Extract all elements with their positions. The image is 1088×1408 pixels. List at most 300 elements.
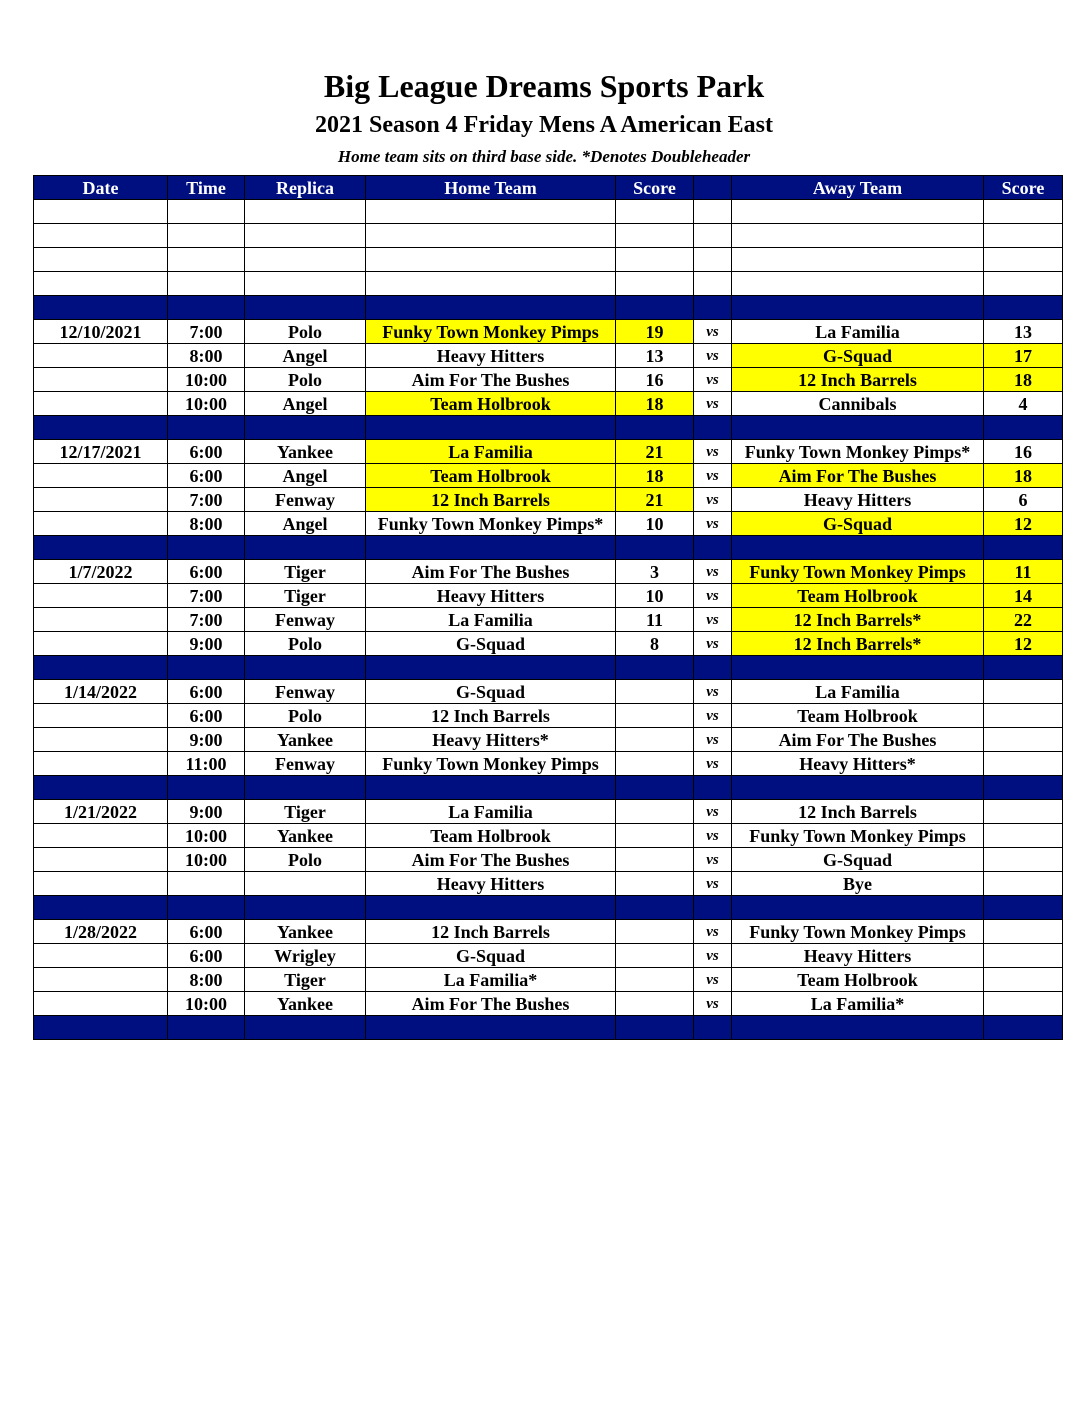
page-subtitle: 2021 Season 4 Friday Mens A American East (314, 112, 773, 138)
replica-cell: Fenway (245, 608, 366, 632)
replica-cell (245, 872, 366, 896)
blank-row (34, 272, 1063, 296)
time-cell (168, 200, 245, 224)
page-note: Home team sits on third base side. *Denotes Doubleheader (337, 147, 751, 166)
replica-cell: Angel (245, 464, 366, 488)
replica-cell (245, 296, 366, 320)
away-score-cell (984, 992, 1063, 1016)
home-score-cell (616, 704, 694, 728)
home-score-cell (616, 920, 694, 944)
home-team-cell (366, 656, 616, 680)
home-score-cell: 18 (616, 392, 694, 416)
date-cell (34, 968, 168, 992)
date-cell: 12/10/2021 (34, 320, 168, 344)
away-score-cell (984, 200, 1063, 224)
time-cell: 6:00 (168, 704, 245, 728)
away-team-cell: 12 Inch Barrels* (732, 632, 984, 656)
away-team-cell: Heavy Hitters* (732, 752, 984, 776)
home-team-cell: G-Squad (366, 680, 616, 704)
away-score-cell: 18 (984, 464, 1063, 488)
away-team-cell: Aim For The Bushes (732, 464, 984, 488)
replica-cell (245, 200, 366, 224)
away-team-cell: Funky Town Monkey Pimps (732, 824, 984, 848)
game-row (34, 440, 1063, 464)
home-team-cell: 12 Inch Barrels (366, 920, 616, 944)
date-cell (34, 704, 168, 728)
home-score-cell (616, 848, 694, 872)
vs-cell (694, 296, 732, 320)
home-team-cell: Funky Town Monkey Pimps (366, 752, 616, 776)
time-cell: 8:00 (168, 344, 245, 368)
home-score-cell: 8 (616, 632, 694, 656)
home-team-cell (366, 416, 616, 440)
date-cell: 12/17/2021 (34, 440, 168, 464)
replica-cell: Tiger (245, 968, 366, 992)
away-team-cell: La Familia* (732, 992, 984, 1016)
replica-cell (245, 656, 366, 680)
home-score-cell (616, 752, 694, 776)
away-score-cell: 12 (984, 632, 1063, 656)
vs-cell: vs (694, 968, 732, 992)
home-team-cell (366, 896, 616, 920)
col-home-team-header: Home Team (366, 176, 616, 200)
home-team-cell: Team Holbrook (366, 392, 616, 416)
time-cell (168, 248, 245, 272)
replica-cell: Polo (245, 704, 366, 728)
away-team-cell (732, 296, 984, 320)
game-row (34, 992, 1063, 1016)
away-score-cell (984, 872, 1063, 896)
vs-cell: vs (694, 464, 732, 488)
replica-cell: Yankee (245, 992, 366, 1016)
date-cell (34, 416, 168, 440)
home-team-cell: Heavy Hitters* (366, 728, 616, 752)
date-cell (34, 344, 168, 368)
col-time-header: Time (168, 176, 245, 200)
date-cell (34, 248, 168, 272)
home-score-cell: 21 (616, 440, 694, 464)
home-score-cell (616, 224, 694, 248)
date-cell (34, 824, 168, 848)
col-date-header: Date (34, 176, 168, 200)
time-cell: 6:00 (168, 944, 245, 968)
home-team-cell: Funky Town Monkey Pimps* (366, 512, 616, 536)
time-cell (168, 416, 245, 440)
home-score-cell (616, 680, 694, 704)
time-cell: 7:00 (168, 608, 245, 632)
home-score-cell (616, 728, 694, 752)
away-team-cell: Heavy Hitters (732, 488, 984, 512)
game-row (34, 872, 1063, 896)
home-team-cell (366, 296, 616, 320)
vs-cell: vs (694, 320, 732, 344)
home-score-cell (616, 992, 694, 1016)
away-team-cell: 12 Inch Barrels (732, 800, 984, 824)
home-team-cell (366, 248, 616, 272)
away-team-cell: Cannibals (732, 392, 984, 416)
home-score-cell (616, 536, 694, 560)
vs-cell: vs (694, 584, 732, 608)
col-away-score-header: Score (984, 176, 1063, 200)
away-team-cell: Team Holbrook (732, 584, 984, 608)
home-score-cell (616, 896, 694, 920)
away-score-cell (984, 824, 1063, 848)
game-row (34, 464, 1063, 488)
date-cell (34, 272, 168, 296)
vs-cell: vs (694, 488, 732, 512)
away-score-cell (984, 776, 1063, 800)
replica-cell (245, 896, 366, 920)
away-score-cell: 11 (984, 560, 1063, 584)
home-score-cell (616, 296, 694, 320)
replica-cell: Tiger (245, 800, 366, 824)
home-score-cell: 16 (616, 368, 694, 392)
vs-cell (694, 272, 732, 296)
vs-cell (694, 1016, 732, 1040)
away-score-cell (984, 944, 1063, 968)
separator-row (34, 1016, 1063, 1040)
away-score-cell (984, 920, 1063, 944)
time-cell: 6:00 (168, 464, 245, 488)
vs-cell: vs (694, 560, 732, 584)
home-score-cell (616, 944, 694, 968)
time-cell (168, 656, 245, 680)
away-team-cell (732, 200, 984, 224)
game-row (34, 800, 1063, 824)
away-team-cell: Bye (732, 872, 984, 896)
game-row (34, 560, 1063, 584)
home-score-cell: 11 (616, 608, 694, 632)
time-cell: 10:00 (168, 392, 245, 416)
game-row (34, 680, 1063, 704)
away-team-cell (732, 896, 984, 920)
game-row (34, 944, 1063, 968)
date-cell (34, 848, 168, 872)
date-cell (34, 464, 168, 488)
time-cell: 7:00 (168, 584, 245, 608)
home-team-cell: G-Squad (366, 944, 616, 968)
vs-cell: vs (694, 392, 732, 416)
date-cell (34, 632, 168, 656)
home-score-cell: 19 (616, 320, 694, 344)
date-cell (34, 224, 168, 248)
away-team-cell: La Familia (732, 680, 984, 704)
home-team-cell: La Familia (366, 440, 616, 464)
replica-cell (245, 416, 366, 440)
date-cell (34, 536, 168, 560)
away-score-cell (984, 968, 1063, 992)
time-cell: 10:00 (168, 848, 245, 872)
away-score-cell (984, 272, 1063, 296)
date-cell (34, 392, 168, 416)
away-team-cell: 12 Inch Barrels (732, 368, 984, 392)
away-team-cell: Funky Town Monkey Pimps (732, 920, 984, 944)
away-score-cell (984, 728, 1063, 752)
replica-cell: Angel (245, 392, 366, 416)
page-title: Big League Dreams Sports Park (323, 68, 765, 104)
date-cell (34, 584, 168, 608)
time-cell (168, 1016, 245, 1040)
home-score-cell (616, 872, 694, 896)
home-team-cell (366, 1016, 616, 1040)
vs-cell (694, 776, 732, 800)
time-cell: 9:00 (168, 800, 245, 824)
vs-cell (694, 896, 732, 920)
home-team-cell: Aim For The Bushes (366, 992, 616, 1016)
away-score-cell (984, 656, 1063, 680)
away-team-cell: G-Squad (732, 512, 984, 536)
home-team-cell: Team Holbrook (366, 824, 616, 848)
away-score-cell: 22 (984, 608, 1063, 632)
replica-cell: Polo (245, 848, 366, 872)
separator-row (34, 536, 1063, 560)
away-team-cell (732, 224, 984, 248)
replica-cell (245, 776, 366, 800)
away-score-cell (984, 704, 1063, 728)
home-team-cell (366, 272, 616, 296)
replica-cell: Fenway (245, 680, 366, 704)
date-cell (34, 488, 168, 512)
time-cell: 9:00 (168, 728, 245, 752)
away-team-cell (732, 1016, 984, 1040)
vs-cell: vs (694, 992, 732, 1016)
home-score-cell (616, 776, 694, 800)
vs-cell (694, 416, 732, 440)
vs-cell: vs (694, 848, 732, 872)
game-row (34, 728, 1063, 752)
away-team-cell (732, 536, 984, 560)
home-team-cell: La Familia* (366, 968, 616, 992)
away-score-cell (984, 680, 1063, 704)
date-cell (34, 896, 168, 920)
vs-cell: vs (694, 920, 732, 944)
replica-cell: Yankee (245, 920, 366, 944)
home-score-cell: 18 (616, 464, 694, 488)
away-team-cell: Funky Town Monkey Pimps* (732, 440, 984, 464)
away-score-cell: 4 (984, 392, 1063, 416)
game-row (34, 608, 1063, 632)
home-team-cell (366, 200, 616, 224)
game-row (34, 704, 1063, 728)
replica-cell: Yankee (245, 440, 366, 464)
home-score-cell: 21 (616, 488, 694, 512)
away-score-cell (984, 752, 1063, 776)
home-team-cell: Team Holbrook (366, 464, 616, 488)
home-score-cell (616, 200, 694, 224)
away-team-cell: Heavy Hitters (732, 944, 984, 968)
away-team-cell: Aim For The Bushes (732, 728, 984, 752)
home-score-cell: 10 (616, 512, 694, 536)
vs-cell (694, 200, 732, 224)
game-row (34, 512, 1063, 536)
game-row (34, 752, 1063, 776)
date-cell: 1/7/2022 (34, 560, 168, 584)
home-score-cell (616, 824, 694, 848)
replica-cell (245, 1016, 366, 1040)
home-score-cell (616, 416, 694, 440)
game-row (34, 824, 1063, 848)
vs-cell: vs (694, 680, 732, 704)
game-row (34, 968, 1063, 992)
time-cell: 8:00 (168, 512, 245, 536)
replica-cell: Polo (245, 368, 366, 392)
replica-cell: Angel (245, 344, 366, 368)
away-score-cell (984, 536, 1063, 560)
replica-cell (245, 536, 366, 560)
away-team-cell: Funky Town Monkey Pimps (732, 560, 984, 584)
home-score-cell (616, 1016, 694, 1040)
time-cell: 10:00 (168, 992, 245, 1016)
vs-cell: vs (694, 344, 732, 368)
replica-cell: Wrigley (245, 944, 366, 968)
away-team-cell: G-Squad (732, 344, 984, 368)
away-team-cell: La Familia (732, 320, 984, 344)
time-cell: 6:00 (168, 920, 245, 944)
time-cell (168, 272, 245, 296)
home-team-cell: Heavy Hitters (366, 344, 616, 368)
away-score-cell (984, 800, 1063, 824)
col-replica-header: Replica (245, 176, 366, 200)
blank-row (34, 224, 1063, 248)
away-score-cell: 12 (984, 512, 1063, 536)
away-score-cell (984, 416, 1063, 440)
date-cell (34, 656, 168, 680)
replica-cell: Yankee (245, 728, 366, 752)
home-score-cell (616, 656, 694, 680)
time-cell: 6:00 (168, 440, 245, 464)
game-row (34, 848, 1063, 872)
schedule-table-container (33, 175, 1062, 1040)
col-vs-header (694, 176, 732, 200)
home-score-cell (616, 800, 694, 824)
time-cell: 10:00 (168, 368, 245, 392)
replica-cell: Tiger (245, 584, 366, 608)
replica-cell: Angel (245, 512, 366, 536)
home-team-cell: Aim For The Bushes (366, 848, 616, 872)
time-cell: 7:00 (168, 488, 245, 512)
vs-cell: vs (694, 824, 732, 848)
away-team-cell: Team Holbrook (732, 968, 984, 992)
away-score-cell (984, 296, 1063, 320)
away-team-cell (732, 776, 984, 800)
away-team-cell (732, 272, 984, 296)
time-cell: 8:00 (168, 968, 245, 992)
date-cell: 1/14/2022 (34, 680, 168, 704)
home-team-cell: La Familia (366, 800, 616, 824)
separator-row (34, 296, 1063, 320)
away-score-cell (984, 224, 1063, 248)
home-team-cell: Aim For The Bushes (366, 560, 616, 584)
home-team-cell: Aim For The Bushes (366, 368, 616, 392)
game-row (34, 392, 1063, 416)
blank-row (34, 248, 1063, 272)
date-cell (34, 992, 168, 1016)
time-cell (168, 224, 245, 248)
time-cell: 7:00 (168, 320, 245, 344)
away-score-cell: 17 (984, 344, 1063, 368)
date-cell (34, 1016, 168, 1040)
vs-cell: vs (694, 800, 732, 824)
game-row (34, 584, 1063, 608)
vs-cell: vs (694, 944, 732, 968)
replica-cell: Yankee (245, 824, 366, 848)
date-cell (34, 872, 168, 896)
home-team-cell: Heavy Hitters (366, 584, 616, 608)
home-score-cell (616, 968, 694, 992)
home-team-cell: Heavy Hitters (366, 872, 616, 896)
date-cell (34, 296, 168, 320)
time-cell: 11:00 (168, 752, 245, 776)
vs-cell: vs (694, 704, 732, 728)
date-cell (34, 752, 168, 776)
away-team-cell: Team Holbrook (732, 704, 984, 728)
away-team-cell (732, 248, 984, 272)
game-row (34, 320, 1063, 344)
date-cell (34, 608, 168, 632)
game-row (34, 368, 1063, 392)
col-home-score-header: Score (616, 176, 694, 200)
vs-cell: vs (694, 368, 732, 392)
home-score-cell (616, 272, 694, 296)
game-row (34, 632, 1063, 656)
replica-cell: Polo (245, 632, 366, 656)
time-cell: 6:00 (168, 560, 245, 584)
replica-cell: Polo (245, 320, 366, 344)
vs-cell: vs (694, 872, 732, 896)
away-score-cell (984, 1016, 1063, 1040)
schedule-body (34, 200, 1063, 1040)
col-away-team-header: Away Team (732, 176, 984, 200)
away-score-cell: 13 (984, 320, 1063, 344)
blank-row (34, 200, 1063, 224)
away-score-cell: 6 (984, 488, 1063, 512)
home-score-cell: 13 (616, 344, 694, 368)
date-cell: 1/28/2022 (34, 920, 168, 944)
date-cell (34, 776, 168, 800)
header-row (34, 176, 1063, 200)
game-row (34, 920, 1063, 944)
vs-cell (694, 224, 732, 248)
separator-row (34, 896, 1063, 920)
vs-cell: vs (694, 512, 732, 536)
replica-cell: Fenway (245, 752, 366, 776)
home-score-cell (616, 248, 694, 272)
time-cell: 9:00 (168, 632, 245, 656)
date-cell (34, 944, 168, 968)
time-cell (168, 776, 245, 800)
away-team-cell: 12 Inch Barrels* (732, 608, 984, 632)
replica-cell (245, 272, 366, 296)
schedule-table (33, 175, 1063, 1040)
vs-cell: vs (694, 632, 732, 656)
replica-cell: Tiger (245, 560, 366, 584)
home-team-cell (366, 224, 616, 248)
home-score-cell: 10 (616, 584, 694, 608)
replica-cell (245, 224, 366, 248)
date-cell (34, 512, 168, 536)
time-cell: 10:00 (168, 824, 245, 848)
home-team-cell: La Familia (366, 608, 616, 632)
game-row (34, 344, 1063, 368)
vs-cell (694, 536, 732, 560)
home-team-cell: 12 Inch Barrels (366, 704, 616, 728)
away-team-cell: G-Squad (732, 848, 984, 872)
vs-cell (694, 248, 732, 272)
date-cell (34, 200, 168, 224)
separator-row (34, 416, 1063, 440)
away-score-cell (984, 896, 1063, 920)
home-team-cell (366, 536, 616, 560)
